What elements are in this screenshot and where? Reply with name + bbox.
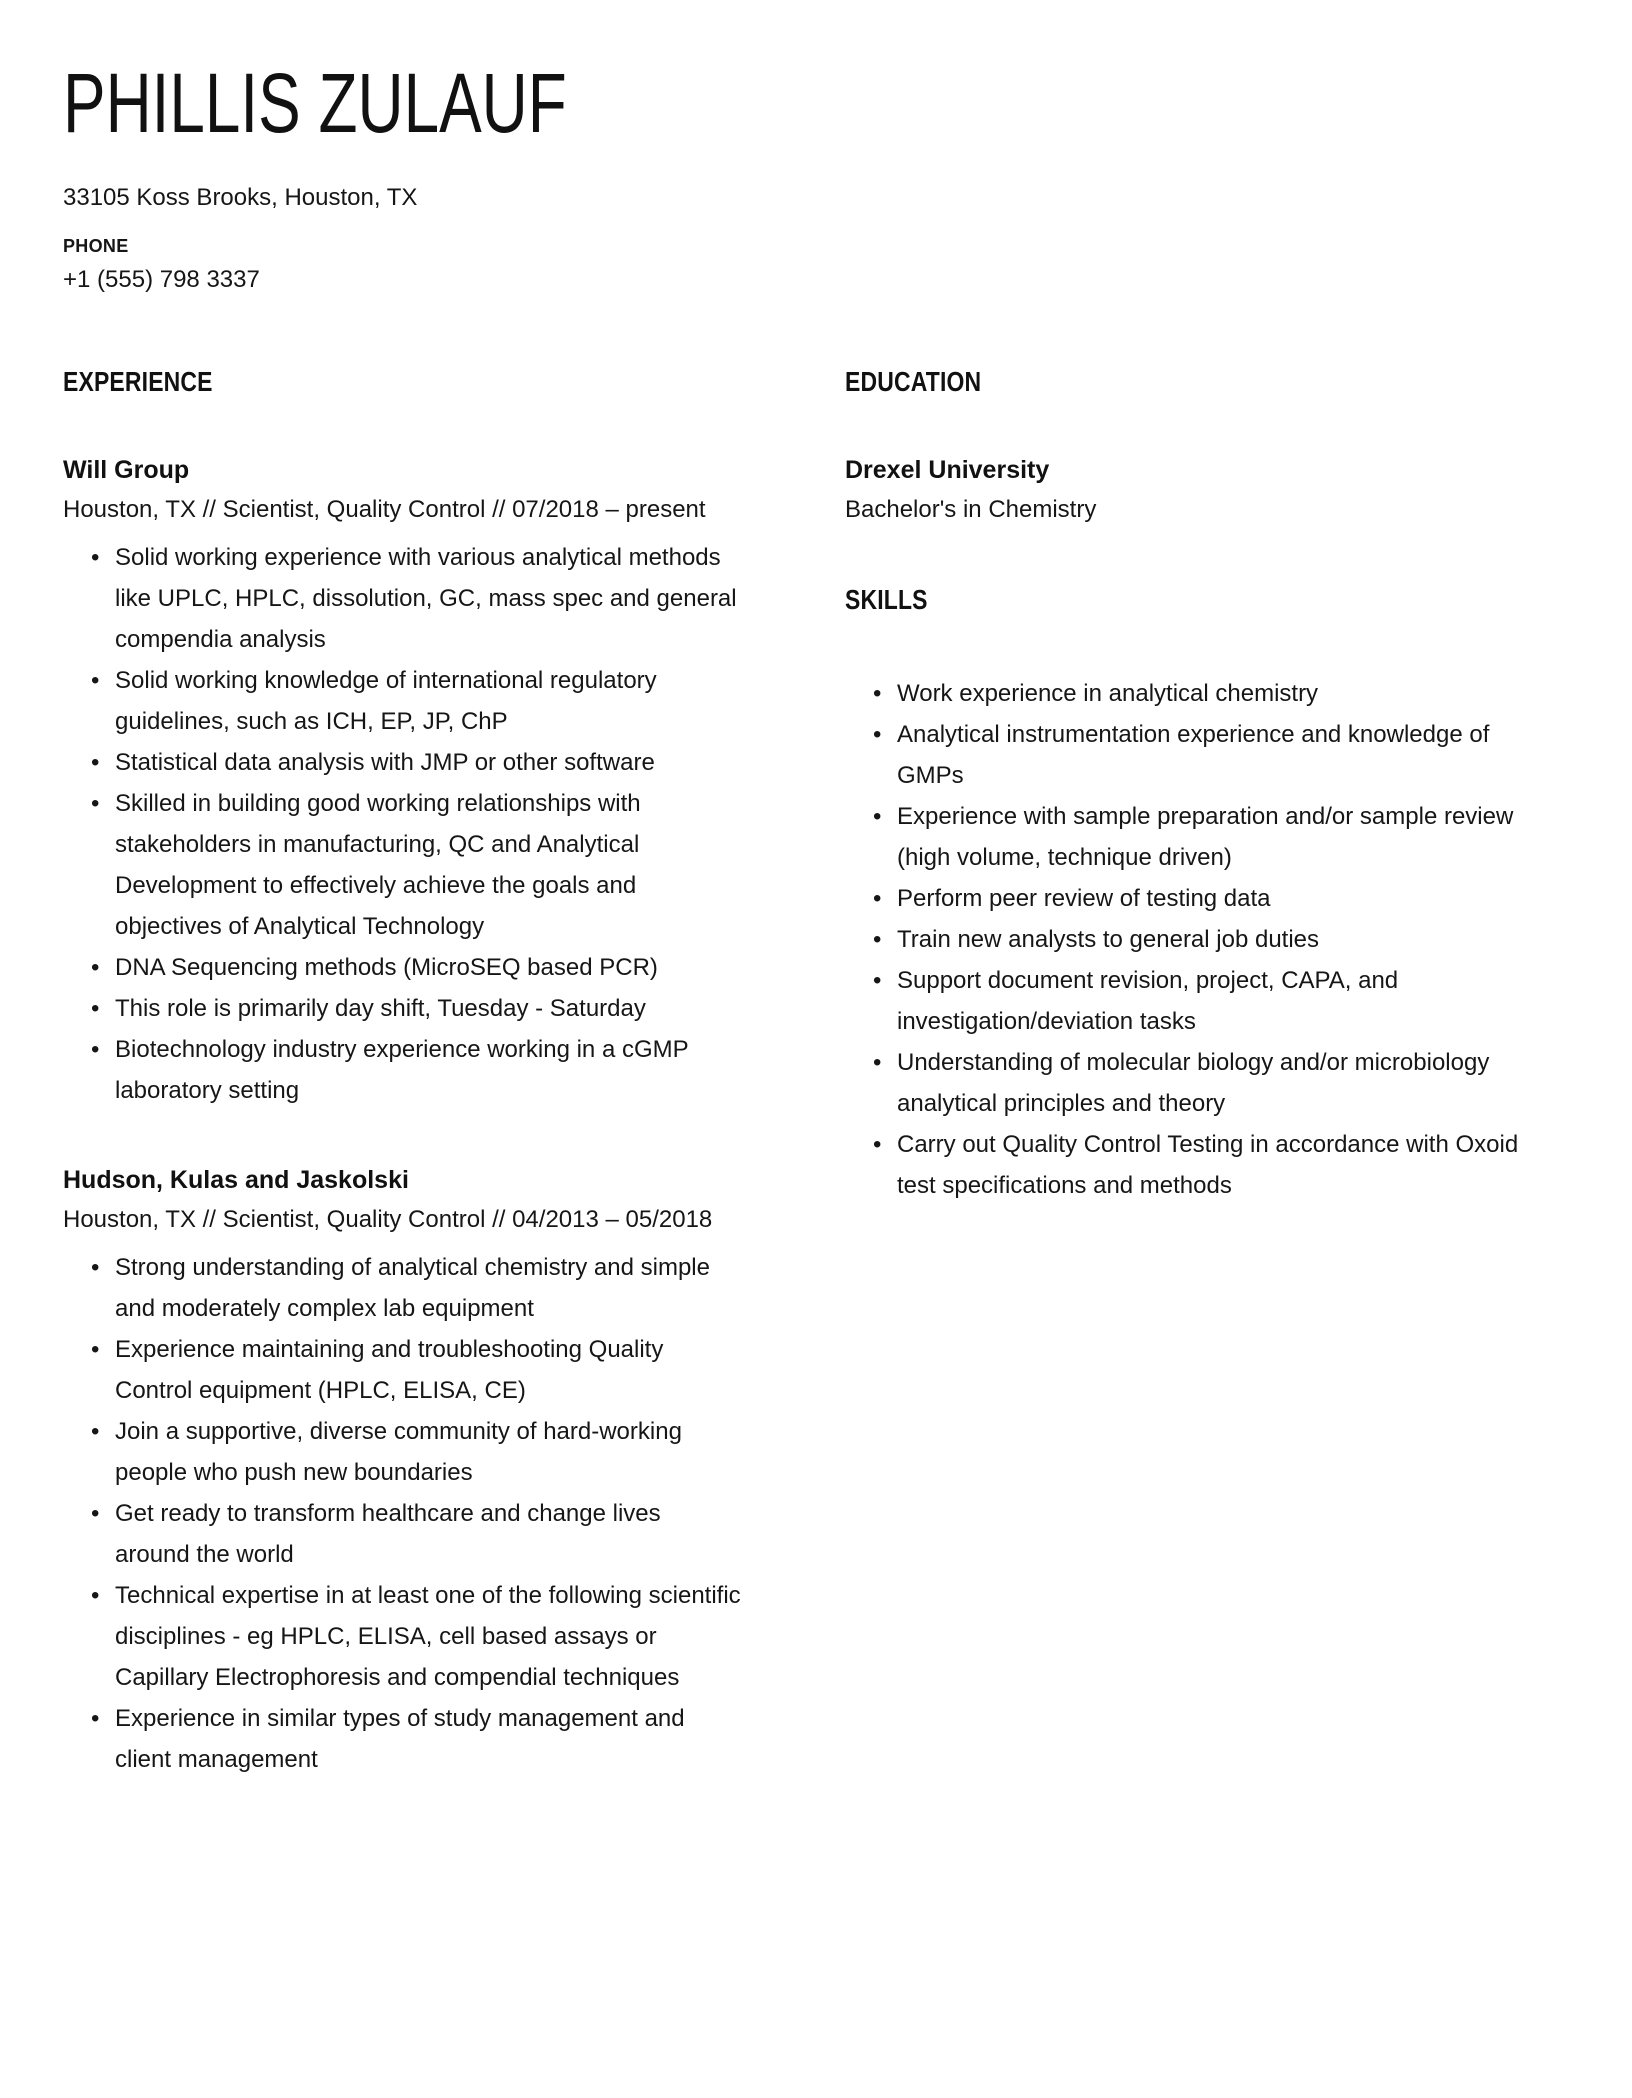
resume-columns [63, 365, 1569, 1780]
skills-section-title: SKILLS [845, 584, 928, 615]
bullet-item: • Solid working experience with various analytical methods like UPLC, HPLC, dissolution, GC, mass spec and general compendia analysis [63, 537, 741, 660]
skills-bullet-list [845, 673, 1537, 1206]
experience-section-title: EXPERIENCE [63, 366, 213, 397]
company-name: Hudson, Kulas and Jaskolski [63, 1166, 409, 1194]
education-section-title: EDUCATION [845, 366, 982, 397]
bullet-item: • Technical expertise in at least one of the following scientific disciplines - eg HPLC, ELISA, cell based assays or Capillary Electrophoresis and compendial techniques [63, 1575, 741, 1698]
bullet-item: • Understanding of molecular biology and/or microbiology analytical principles and theory [845, 1042, 1537, 1124]
bullet-item: • Perform peer review of testing data [845, 878, 1537, 919]
education-block [845, 365, 1537, 525]
address: 33105 Koss Brooks, Houston, TX [63, 184, 418, 211]
bullet-item: • Experience in similar types of study management and client management [63, 1698, 741, 1780]
bullet-item: • Support document revision, project, CAPA, and investigation/deviation tasks [845, 960, 1537, 1042]
bullet-item: • Train new analysts to general job duties [845, 919, 1537, 960]
company-name: Will Group [63, 456, 190, 484]
degree: Bachelor's in Chemistry [845, 496, 1097, 523]
bullet-item: • This role is primarily day shift, Tuesday - Saturday [63, 988, 741, 1029]
bullet-item: • Carry out Quality Control Testing in accordance with Oxoid test specifications and methods [845, 1124, 1537, 1206]
job-meta: Houston, TX // Scientist, Quality Control // 04/2013 – 05/2018 [63, 1206, 713, 1233]
bullet-item: • Strong understanding of analytical chemistry and simple and moderately complex lab equipment [63, 1247, 741, 1329]
bullet-item: • Work experience in analytical chemistry [845, 673, 1537, 714]
bullet-item: • Skilled in building good working relationships with stakeholders in manufacturing, QC and Analytical Development to effectively achieve the goals and objectives of Analytical Technology [63, 783, 741, 947]
bullet-item: • Join a supportive, diverse community of hard-working people who push new boundaries [63, 1411, 741, 1493]
bullet-item: • Biotechnology industry experience working in a cGMP laboratory setting [63, 1029, 741, 1111]
bullet-item: • DNA Sequencing methods (MicroSEQ based PCR) [63, 947, 741, 988]
phone-label: PHONE [63, 236, 129, 256]
job-bullet-list [63, 537, 741, 1111]
bullet-item: • Solid working knowledge of international regulatory guidelines, such as ICH, EP, JP, ChP [63, 660, 741, 742]
bullet-item: • Experience maintaining and troubleshooting Quality Control equipment (HPLC, ELISA, CE) [63, 1329, 741, 1411]
person-name: PHILLIS ZULAUF [63, 56, 567, 150]
skills-block [845, 583, 1537, 1206]
job-entry [63, 1165, 741, 1780]
bullet-item: • Analytical instrumentation experience and knowledge of GMPs [845, 714, 1537, 796]
school-name: Drexel University [845, 456, 1050, 484]
job-entry [63, 455, 741, 1111]
job-bullet-list [63, 1247, 741, 1780]
education-skills-column [845, 365, 1537, 1206]
job-meta: Houston, TX // Scientist, Quality Control // 07/2018 – present [63, 496, 706, 523]
phone-number: +1 (555) 798 3337 [63, 266, 260, 293]
bullet-item: • Experience with sample preparation and/or sample review (high volume, technique driven) [845, 796, 1537, 878]
experience-column [63, 365, 741, 1780]
bullet-item: • Statistical data analysis with JMP or other software [63, 742, 741, 783]
bullet-item: • Get ready to transform healthcare and change lives around the world [63, 1493, 741, 1575]
